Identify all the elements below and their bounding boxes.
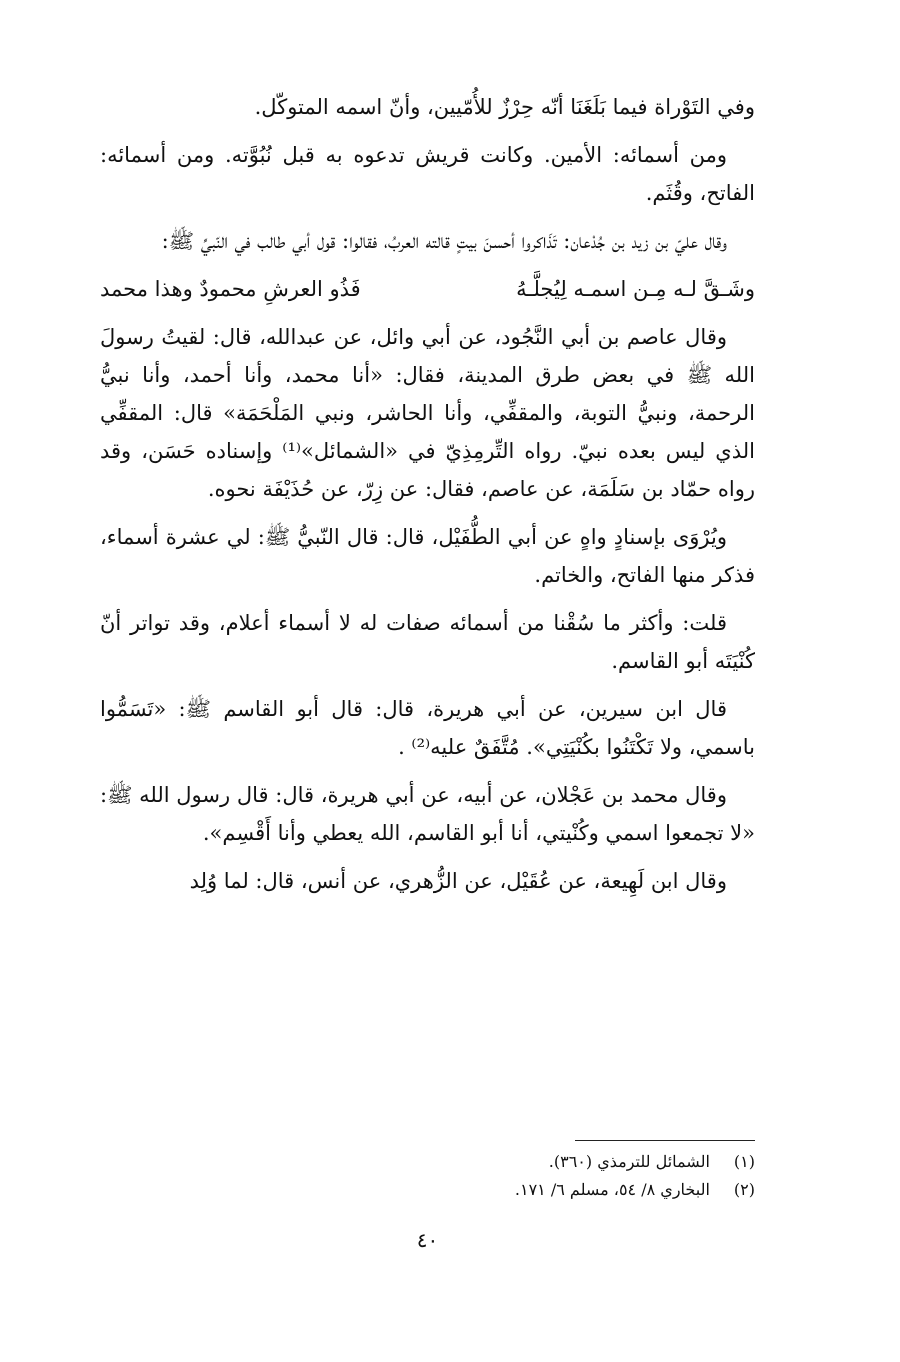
paragraph-tufail: ويُرْوَى بإسنادٍ واهٍ عن أبي الطُّفَيْل، قال: قال النّبيُّ ﷺ: لي عشرة أسماء، فذكر منها الفاتح، والخاتم. — [100, 525, 755, 587]
footnote-divider — [575, 1140, 755, 1141]
paragraph-ibn-lahia: وقال ابن لَهِيعة، عن عُقَيْل، عن الزُّهري، عن أنس، قال: لما وُلِد — [189, 869, 727, 893]
footnote-text: الشمائل للترمذي (٣٦٠). — [548, 1152, 710, 1171]
paragraph-ibn-sirin: قال ابن سيرين، عن أبي هريرة، قال: قال أبو القاسم ﷺ: «تَسَمُّوا باسمي، ولا تَكْتَنُوا بكُنْيَتِي». مُتَّفَقٌ عليه⁽²⁾ . — [100, 697, 755, 759]
footnotes — [100, 1148, 755, 1204]
paragraph-kunya: قلت: وأكثر ما سُقْنا من أسمائه صفات له لا أسماء أعلام، وقد تواتر أنّ كُنْيَتَه أبو القاسم. — [100, 611, 755, 673]
paragraph-torah: وفي التَوْراة فيما بَلَغَنَا أنّه حِرْزٌ للأُمّيين، وأنّ اسمه المتوكّل. — [254, 95, 755, 119]
footnote-number: (٢) — [733, 1180, 755, 1199]
verse-second-hemistich: فَذُو العرشِ محمودٌ وهذا محمد — [100, 277, 361, 301]
footnote-text: البخاري ٨/ ٥٤، مسلم ٦/ ١٧١. — [514, 1180, 710, 1199]
footnote-number: (١) — [733, 1152, 755, 1171]
book-page — [100, 88, 755, 1268]
paragraph-ali-bin-zaid: وقال عليّ بن زيد بن جُدْعان: تَذَاكروا أحسنَ بيتٍ قالته العربُ، فقالوا: قول أبي طالب في النّبيِّ ﷺ: — [161, 229, 727, 253]
poetry-verse — [100, 270, 755, 308]
footnote-2 — [100, 1176, 755, 1204]
paragraph-ibn-ajlan: وقال محمد بن عَجْلان، عن أبيه، عن أبي هريرة، قال: قال رسول الله ﷺ: «لا تجمعوا اسمي وكُنْيتي، أنا أبو القاسم، الله يعطي وأنا أَقْسِم». — [100, 783, 755, 845]
paragraph-asim: وقال عاصم بن أبي النَّجُود، عن أبي وائل، عن عبدالله، قال: لقيتُ رسولَ الله ﷺ في بعض طرق المدينة، فقال: «أنا محمد، وأنا أحمد، وأنا نبيُّ الرحمة، ونبيُّ التوبة، والمقفِّي، وأنا الحاشر، ونبي المَلْحَمَة» قال: المقفِّي الذي ليس بعده نبيّ. رواه التِّرمِذِيّ في «الشمائل»⁽¹⁾ وإسناده حَسَن، وقد رواه حمّاد بن سَلَمَة، عن عاصم، فقال: عن زِرّ، عن حُذَيْفَة نحوه. — [100, 325, 755, 501]
page-number: ٤٠ — [416, 1228, 439, 1252]
footnote-1 — [100, 1148, 755, 1176]
verse-first-hemistich: وشَـقَّ لـه مِـن اسمـه لِيُجلَّـهُ — [516, 277, 755, 301]
paragraph-names-amin: ومن أسمائه: الأمين. وكانت قريش تدعوه به قبل نُبُوَّته. ومن أسمائه: الفاتح، وقُثَم. — [100, 143, 755, 205]
